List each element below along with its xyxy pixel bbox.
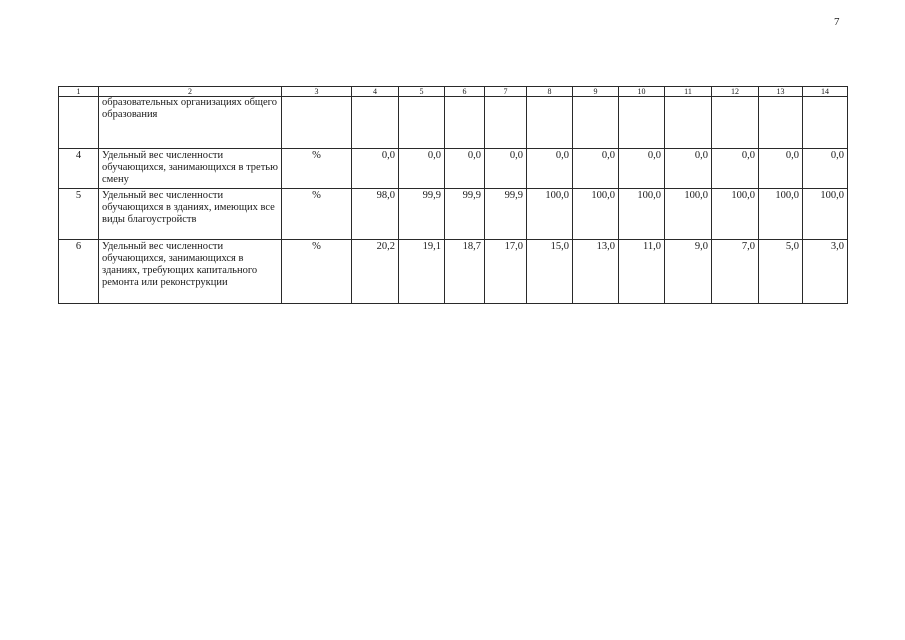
indicator-name: образовательных организациях общего образования: [99, 97, 282, 149]
value-cell: [573, 97, 619, 149]
value-cell: 11,0: [619, 240, 665, 304]
value-cell: [712, 97, 759, 149]
value-cell: 100,0: [712, 189, 759, 240]
value-cell: 3,0: [803, 240, 848, 304]
value-cell: [485, 97, 527, 149]
value-cell: 0,0: [527, 149, 573, 189]
value-cell: [445, 97, 485, 149]
column-header: 1: [59, 87, 99, 97]
indicator-table: [58, 86, 848, 304]
value-cell: 17,0: [485, 240, 527, 304]
value-cell: 98,0: [352, 189, 399, 240]
value-cell: [527, 97, 573, 149]
column-header: 5: [399, 87, 445, 97]
column-header: 6: [445, 87, 485, 97]
indicator-name: Удельный вес численности обучающихся, занимающихся в третью смену: [99, 149, 282, 189]
column-header: 2: [99, 87, 282, 97]
page-number: 7: [834, 16, 840, 28]
column-header: 7: [485, 87, 527, 97]
column-header: 8: [527, 87, 573, 97]
value-cell: 100,0: [759, 189, 803, 240]
value-cell: [803, 97, 848, 149]
column-header: 10: [619, 87, 665, 97]
column-header: 14: [803, 87, 848, 97]
column-header: 9: [573, 87, 619, 97]
value-cell: 0,0: [619, 149, 665, 189]
row-number: 4: [59, 149, 99, 189]
value-cell: 18,7: [445, 240, 485, 304]
table-row: [59, 189, 848, 240]
value-cell: 99,9: [399, 189, 445, 240]
value-cell: 100,0: [665, 189, 712, 240]
value-cell: 19,1: [399, 240, 445, 304]
row-number: [59, 97, 99, 149]
value-cell: [399, 97, 445, 149]
value-cell: 0,0: [665, 149, 712, 189]
value-cell: 0,0: [445, 149, 485, 189]
value-cell: 13,0: [573, 240, 619, 304]
value-cell: 0,0: [399, 149, 445, 189]
value-cell: 0,0: [803, 149, 848, 189]
value-cell: 100,0: [527, 189, 573, 240]
table-row: [59, 240, 848, 304]
column-number-row: [59, 87, 848, 97]
value-cell: 15,0: [527, 240, 573, 304]
value-cell: [759, 97, 803, 149]
value-cell: 99,9: [445, 189, 485, 240]
column-header: 13: [759, 87, 803, 97]
row-number: 6: [59, 240, 99, 304]
value-cell: 100,0: [803, 189, 848, 240]
value-cell: [665, 97, 712, 149]
value-cell: 7,0: [712, 240, 759, 304]
indicator-name: Удельный вес численности обучающихся в зданиях, имеющих все виды благоустройств: [99, 189, 282, 240]
column-header: 11: [665, 87, 712, 97]
column-header: 3: [282, 87, 352, 97]
unit-cell: %: [282, 189, 352, 240]
value-cell: 0,0: [712, 149, 759, 189]
unit-cell: %: [282, 240, 352, 304]
table-row: [59, 149, 848, 189]
value-cell: [619, 97, 665, 149]
value-cell: [352, 97, 399, 149]
value-cell: 100,0: [619, 189, 665, 240]
row-number: 5: [59, 189, 99, 240]
value-cell: 0,0: [759, 149, 803, 189]
value-cell: 0,0: [573, 149, 619, 189]
value-cell: 9,0: [665, 240, 712, 304]
value-cell: 0,0: [352, 149, 399, 189]
column-header: 12: [712, 87, 759, 97]
value-cell: 20,2: [352, 240, 399, 304]
unit-cell: %: [282, 149, 352, 189]
column-header: 4: [352, 87, 399, 97]
value-cell: 100,0: [573, 189, 619, 240]
value-cell: 0,0: [485, 149, 527, 189]
value-cell: 99,9: [485, 189, 527, 240]
table-row-continuation: [59, 97, 848, 149]
indicator-name: Удельный вес численности обучающихся, занимающихся в зданиях, требующих капитального ремонта или реконструкции: [99, 240, 282, 304]
unit-cell: [282, 97, 352, 149]
value-cell: 5,0: [759, 240, 803, 304]
